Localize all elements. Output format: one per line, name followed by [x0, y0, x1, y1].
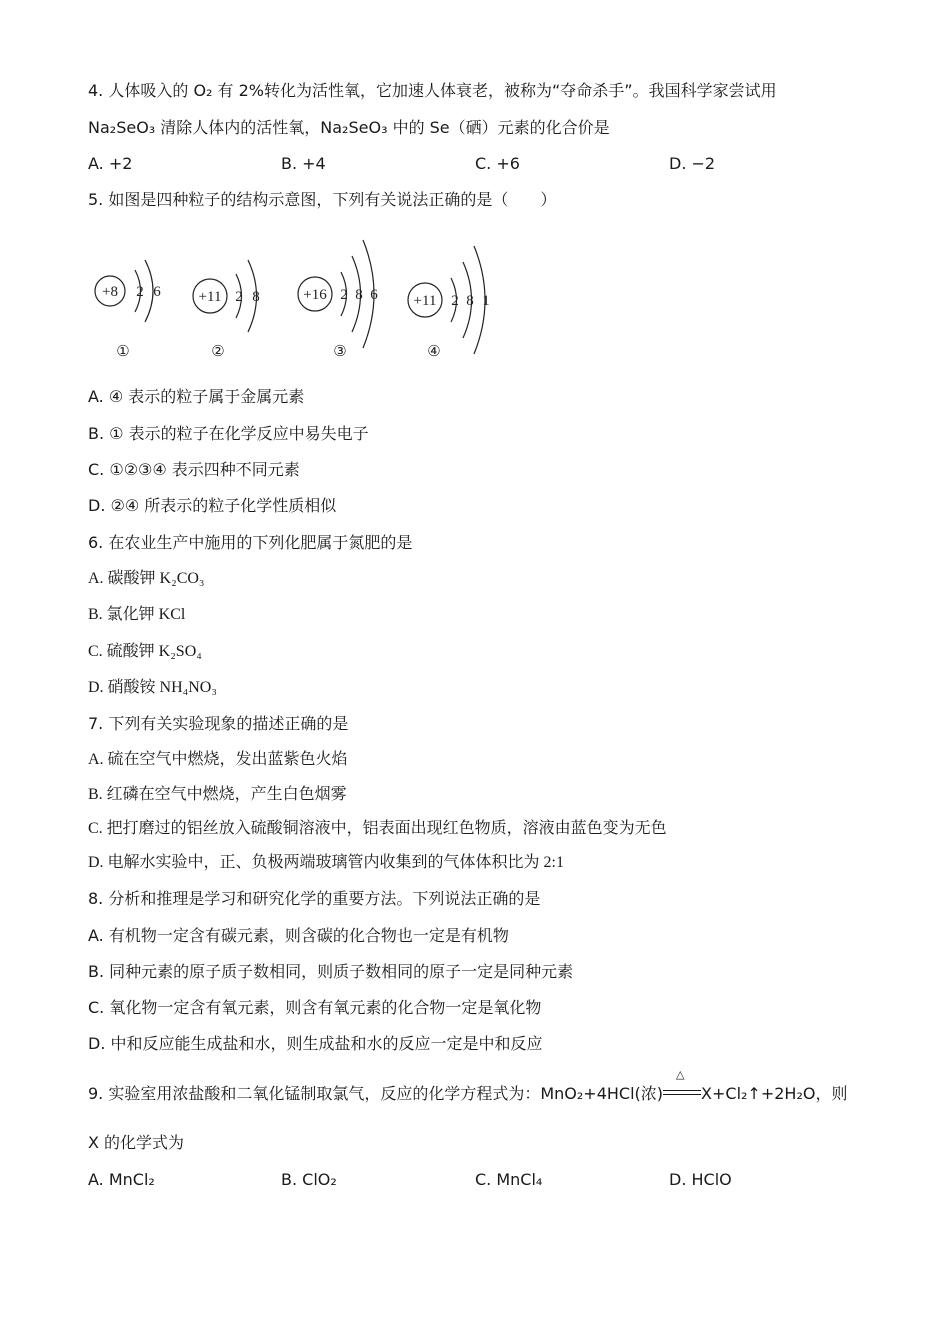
particle-3-electrons-shell-1: 2	[340, 287, 348, 303]
heat-condition-icon: △	[676, 1068, 685, 1081]
atomic-structure-diagrams	[88, 232, 508, 367]
q9-stem-line1	[88, 1068, 848, 1105]
q4-stem-line2: Na₂SeO₃ 清除人体内的活性氧，Na₂SeO₃ 中的 Se（硒）元素的化合价是	[88, 118, 610, 137]
particle-3-nucleus: +16	[303, 287, 327, 303]
q9-option-c[interactable]: C. MnCl₄	[475, 1170, 543, 1189]
particle-2-label: ②	[211, 344, 225, 360]
particle-2-electrons-shell-1: 2	[235, 289, 243, 305]
q9-option-d[interactable]: D. HClO	[669, 1170, 732, 1189]
particle-3-electrons-shell-3: 6	[370, 287, 378, 303]
q4-option-a[interactable]: A. +2	[88, 154, 133, 173]
q5-stem: 5. 如图是四种粒子的结构示意图，下列有关说法正确的是（ ）	[88, 190, 557, 209]
q7-option-a[interactable]: A. 硫在空气中燃烧，发出蓝紫色火焰	[88, 751, 348, 768]
q6-option-c[interactable]: C. 硫酸钾 K₂SO₄	[88, 643, 202, 660]
q6-option-b[interactable]: B. 氯化钾 KCl	[88, 606, 186, 623]
particle-1-electrons-shell-2: 6	[153, 284, 161, 300]
particle-2-nucleus: +11	[198, 289, 222, 305]
q8-option-d[interactable]: D. 中和反应能生成盐和水，则生成盐和水的反应一定是中和反应	[88, 1034, 543, 1053]
q8-option-a[interactable]: A. 有机物一定含有碳元素，则含碳的化合物也一定是有机物	[88, 926, 509, 945]
q5-option-c[interactable]: C. ①②③④ 表示四种不同元素	[88, 460, 300, 479]
particle-2-electrons-shell-2: 8	[252, 289, 260, 305]
q6-option-a[interactable]: A. 碳酸钾 K₂CO₃	[88, 570, 205, 587]
particle-1-label: ①	[116, 344, 130, 360]
q7-option-d[interactable]: D. 电解水实验中，正、负极两端玻璃管内收集到的气体体积比为 2:1	[88, 854, 565, 871]
q9-equation-left: 9. 实验室用浓盐酸和二氧化锰制取氯气，反应的化学方程式为：MnO₂+4HCl(浓)	[88, 1084, 664, 1103]
q8-option-b[interactable]: B. 同种元素的原子质子数相同，则质子数相同的原子一定是同种元素	[88, 962, 574, 981]
q8-option-c[interactable]: C. 氧化物一定含有氧元素，则含有氧元素的化合物一定是氧化物	[88, 998, 542, 1017]
q4-option-c[interactable]: C. +6	[475, 154, 520, 173]
particle-1-nucleus: +8	[102, 284, 118, 300]
particle-4-electrons-shell-2: 8	[466, 293, 474, 309]
reaction-arrow	[663, 1068, 701, 1105]
particle-4-label: ④	[427, 344, 441, 360]
particle-3-label: ③	[333, 344, 347, 360]
q9-equation-right: X+Cl₂↑+2H₂O，则	[701, 1084, 848, 1103]
particle-3-electrons-shell-2: 8	[355, 287, 363, 303]
q7-stem: 7. 下列有关实验现象的描述正确的是	[88, 714, 349, 733]
q6-option-d[interactable]: D. 硝酸铵 NH₄NO₃	[88, 679, 217, 696]
q9-option-b[interactable]: B. ClO₂	[281, 1170, 337, 1189]
q4-option-b[interactable]: B. +4	[281, 154, 326, 173]
q9-option-a[interactable]: A. MnCl₂	[88, 1170, 155, 1189]
particle-1-electrons-shell-1: 2	[136, 284, 144, 300]
particle-4-electrons-shell-1: 2	[451, 293, 459, 309]
q7-option-b[interactable]: B. 红磷在空气中燃烧，产生白色烟雾	[88, 786, 347, 803]
particle-4-electrons-shell-3: 1	[482, 293, 490, 309]
q5-option-a[interactable]: A. ④ 表示的粒子属于金属元素	[88, 387, 305, 406]
q6-stem: 6. 在农业生产中施用的下列化肥属于氮肥的是	[88, 533, 413, 552]
q7-option-c[interactable]: C. 把打磨过的铝丝放入硫酸铜溶液中，铝表面出现红色物质，溶液由蓝色变为无色	[88, 820, 667, 837]
q4-stem-line1: 4. 人体吸入的 O₂ 有 2%转化为活性氧，它加速人体衰老，被称为“夺命杀手”。我国科学家尝试用	[88, 81, 777, 100]
particle-1-shell-2	[145, 260, 153, 322]
q5-option-d[interactable]: D. ②④ 所表示的粒子化学性质相似	[88, 496, 337, 515]
q5-option-b[interactable]: B. ① 表示的粒子在化学反应中易失电子	[88, 424, 369, 443]
q9-stem-line2: X 的化学式为	[88, 1133, 185, 1152]
q4-option-d[interactable]: D. −2	[669, 154, 716, 173]
q8-stem: 8. 分析和推理是学习和研究化学的重要方法。下列说法正确的是	[88, 889, 541, 908]
particle-4-nucleus: +11	[413, 293, 437, 309]
